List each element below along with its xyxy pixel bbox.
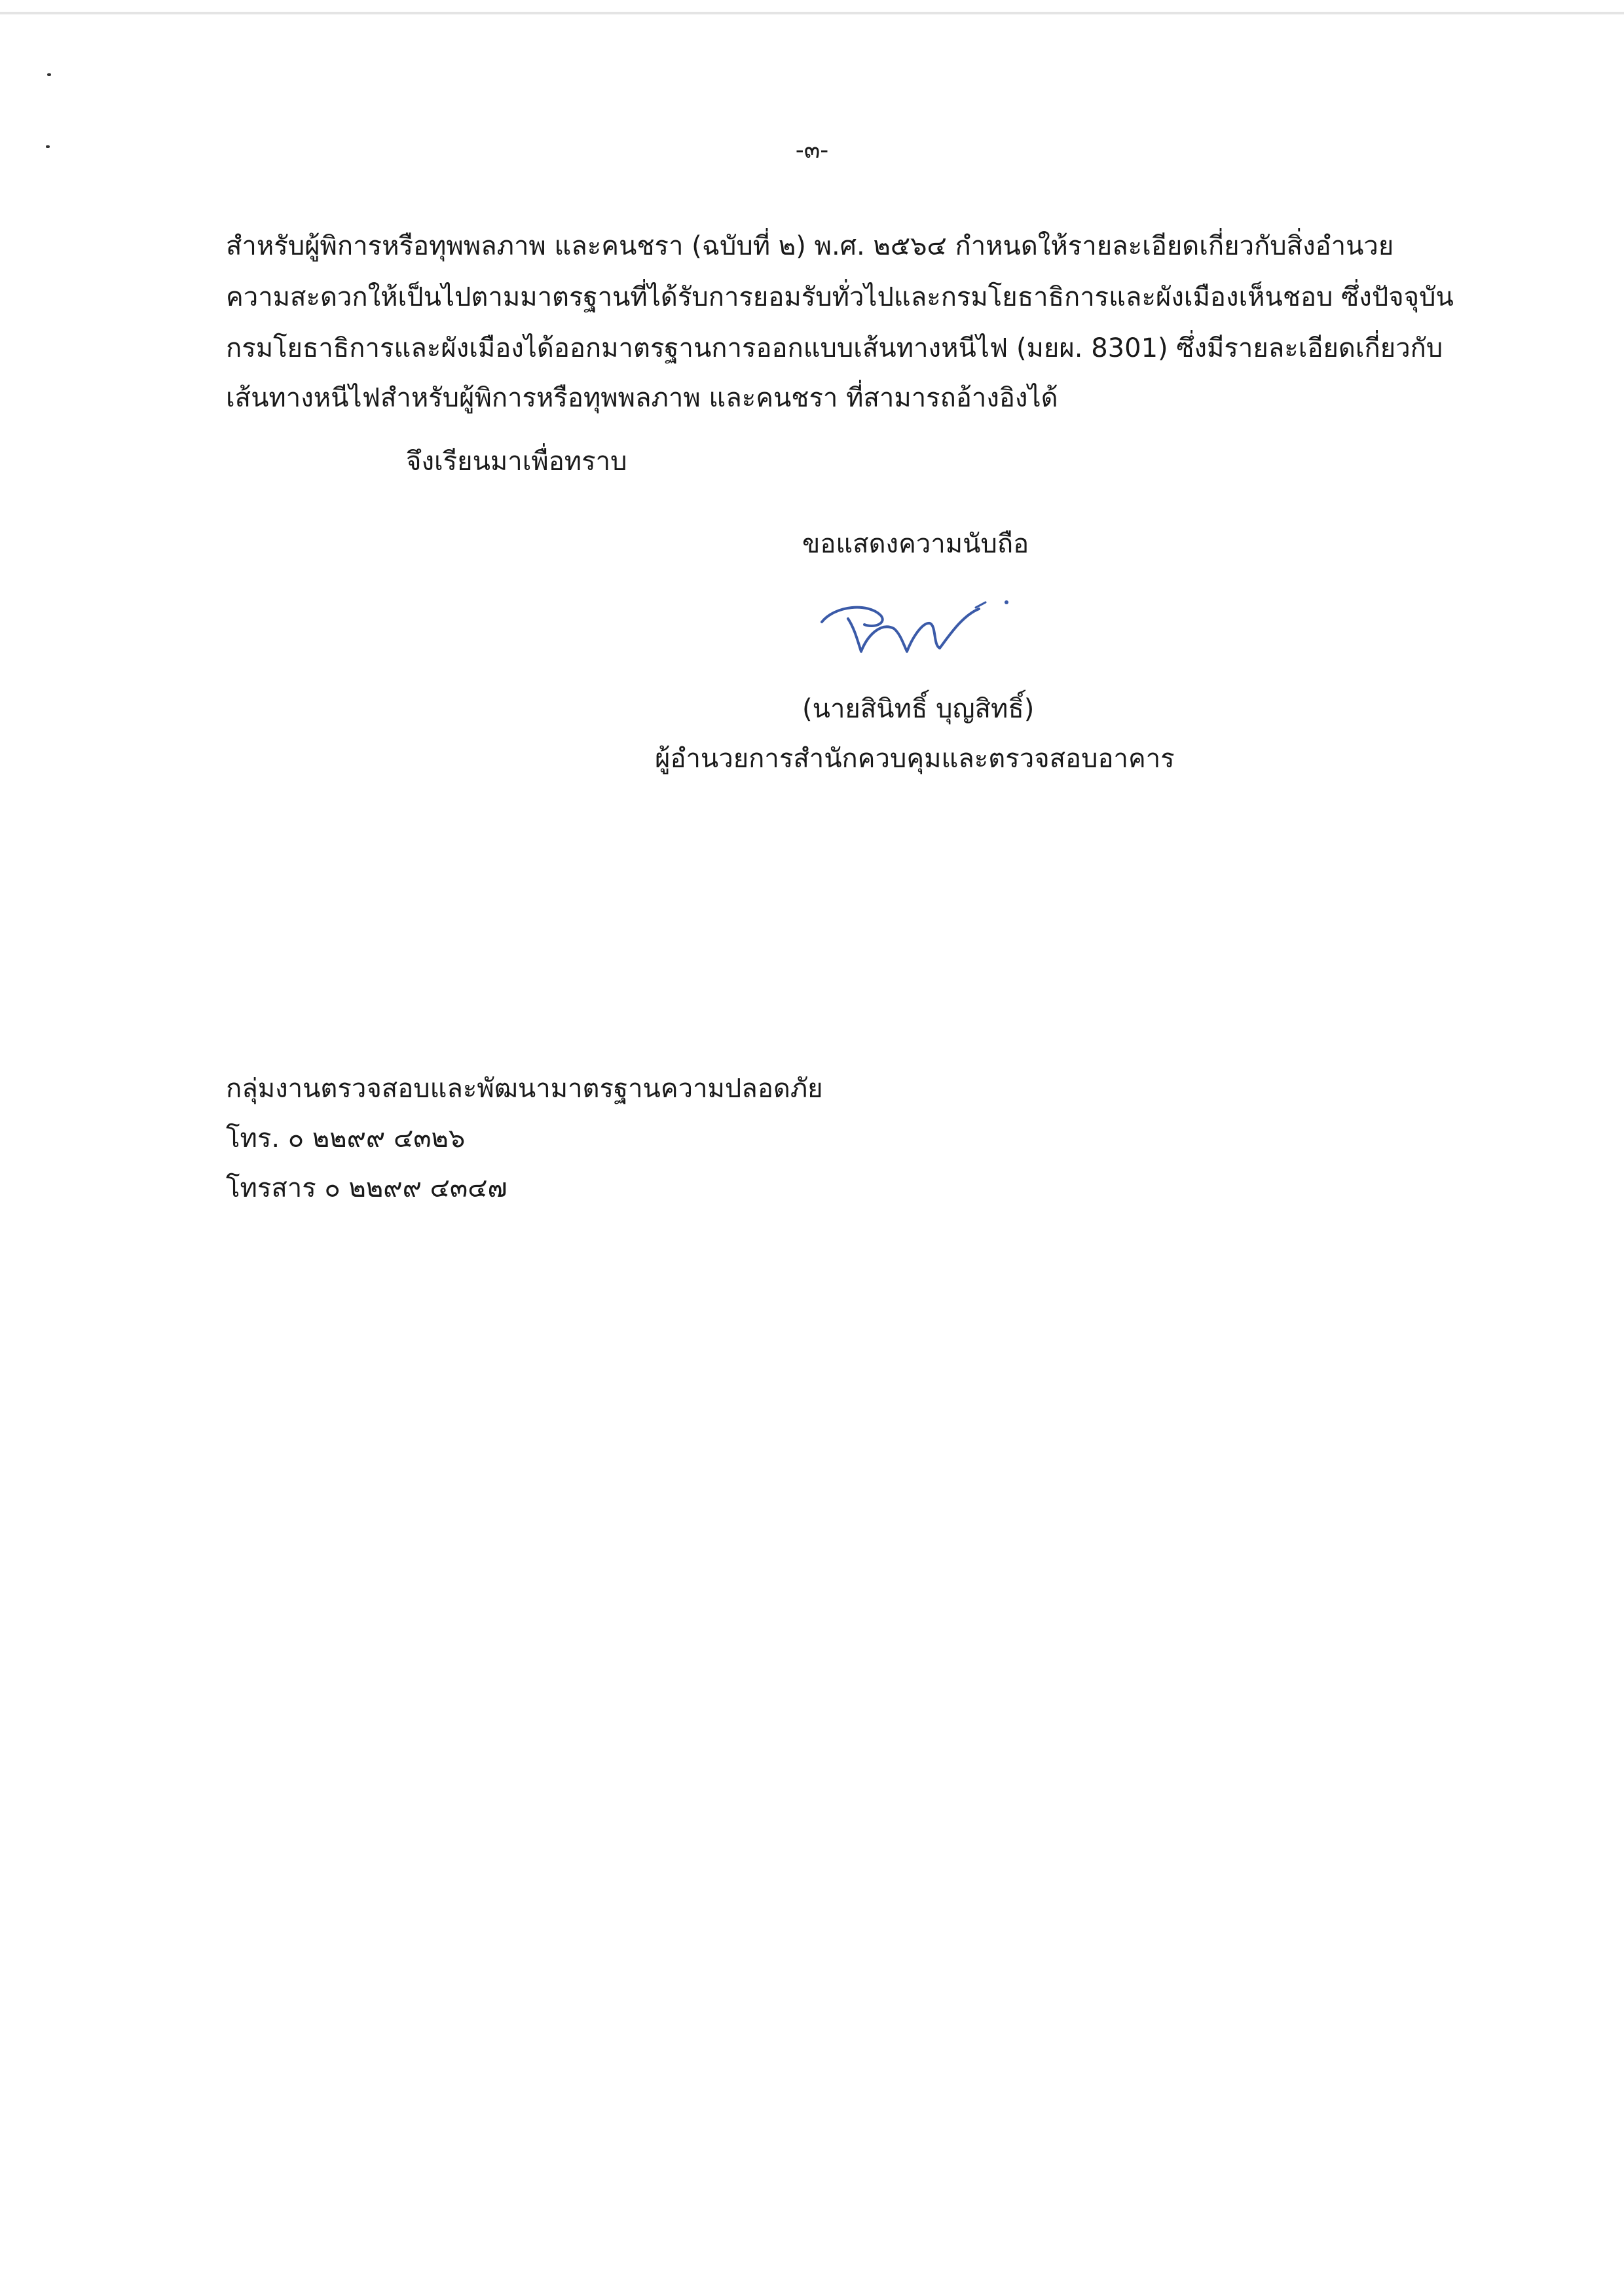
contact-fax: โทรสาร ๐ ๒๒๙๙ ๔๓๔๗ — [226, 1173, 507, 1203]
body-line-3: กรมโยธาธิการและผังเมืองได้ออกมาตรฐานการออกแบบเส้นทางหนีไฟ (มยผ. 8301) ซึ่งมีรายละเอียดเกี่ยวกับ — [226, 333, 1443, 363]
body-line-4: เส้นทางหนีไฟสำหรับผู้พิการหรือทุพพลภาพ และคนชรา ที่สามารถอ้างอิงได้ — [226, 383, 1058, 413]
body-line-1: สำหรับผู้พิการหรือทุพพลภาพ และคนชรา (ฉบับที่ ๒) พ.ศ. ๒๕๖๔ กำหนดให้รายละเอียดเกี่ยวกับสิ่งอำนวย — [226, 231, 1394, 261]
signer-position: ผู้อำนวยการสำนักควบคุมและตรวจสอบอาคาร — [655, 744, 1175, 774]
regards-phrase: ขอแสดงความนับถือ — [802, 529, 1029, 559]
contact-department: กลุ่มงานตรวจสอบและพัฒนามาตรฐานความปลอดภัย — [226, 1074, 823, 1104]
contact-phone: โทร. ๐ ๒๒๙๙ ๔๓๒๖ — [226, 1123, 466, 1154]
scan-speck — [47, 73, 51, 76]
signer-name: (นายสินิทธิ์ บุญสิทธิ์) — [802, 694, 1035, 724]
signature-icon — [809, 583, 1031, 668]
scan-edge-line — [0, 12, 1624, 14]
body-line-2: ความสะดวกให้เป็นไปตามมาตรฐานที่ได้รับการยอมรับทั่วไปและกรมโยธาธิการและผังเมืองเห็นชอบ ซึ่งปัจจุบัน — [226, 282, 1454, 312]
closing-phrase: จึงเรียนมาเพื่อทราบ — [406, 446, 627, 477]
page-number: -๓- — [795, 137, 829, 164]
